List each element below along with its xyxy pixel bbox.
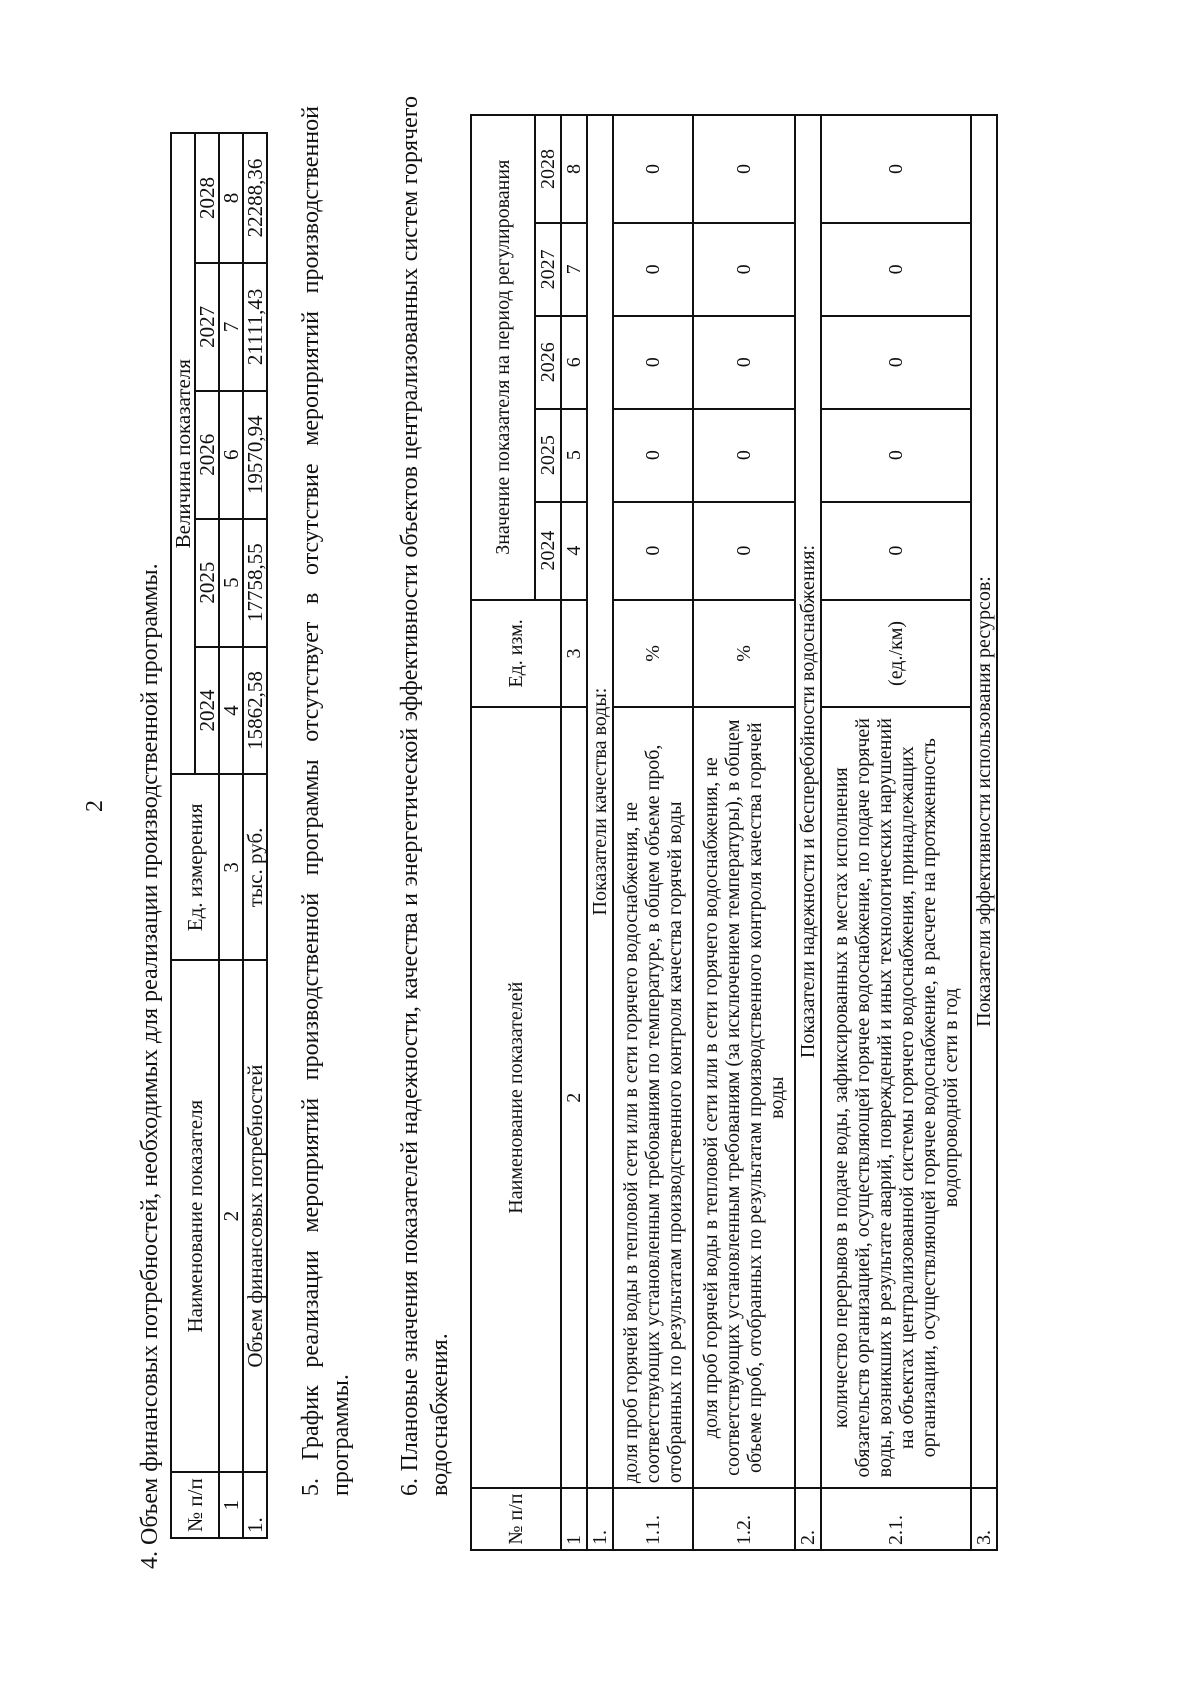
row-name: доля проб горячей воды в тепловой сети или в сети горячего водоснабжения, не соответствующих установленным требованиям (за исключением температуры), в общем объеме проб, отобранных по результатам производственного контроля качества горячей воды — [693, 707, 795, 1488]
index-cell: 8 — [561, 115, 587, 223]
row-name: Объем финансовых потребностей — [243, 960, 267, 1472]
row-value: 0 — [821, 115, 971, 223]
row-value: 15862,58 — [243, 647, 267, 775]
row-value: 0 — [693, 115, 795, 223]
row-value: 0 — [693, 316, 795, 409]
header-name: Наименование показателя — [171, 960, 219, 1472]
index-cell: 6 — [219, 391, 243, 519]
row-name: доля проб горячей воды в тепловой сети или в сети горячего водоснабжения, не соответствующих установленным требованиям по температуре, в общем объеме проб, отобранных по результатам производственного контроля качества горячей воды — [613, 707, 693, 1488]
index-cell: 4 — [219, 647, 243, 775]
header-year: 2024 — [535, 502, 561, 600]
row-value: 0 — [613, 115, 693, 223]
table-row — [821, 115, 971, 1550]
row-num: 1. — [243, 1472, 267, 1538]
section-title: Показатели качества воды: — [587, 115, 613, 1488]
row-value: 0 — [693, 409, 795, 502]
index-cell: 5 — [219, 519, 243, 647]
header-name: Наименование показателей — [471, 707, 561, 1488]
section-row — [795, 115, 821, 1550]
section6-title: 6. Плановые значения показателей надежности, качества и энергетической эффективности объектов централизованных систем горячего водоснабжения. — [397, 96, 453, 1496]
header-year: 2027 — [195, 263, 219, 391]
row-value: 0 — [693, 502, 795, 600]
row-value: 0 — [693, 223, 795, 316]
header-unit: Ед. изм. — [471, 600, 561, 708]
table-row — [243, 133, 267, 1538]
index-cell: 3 — [219, 774, 243, 960]
row-value: 0 — [821, 409, 971, 502]
section5-text: 5. График реализации мероприятий производственной программы отсутствует в отсутствие мероприятий производственной программы. — [298, 106, 354, 1496]
index-cell: 2 — [561, 707, 587, 1488]
row-unit: % — [613, 600, 693, 708]
section-row — [971, 115, 997, 1550]
row-unit: (ед./км) — [821, 600, 971, 708]
financial-needs-table — [170, 132, 268, 1539]
section-title: Показатели надежности и бесперебойности водоснабжения: — [795, 115, 821, 1488]
section-num: 3. — [971, 1488, 997, 1550]
header-num: № п/п — [471, 1488, 561, 1550]
table-index-row — [219, 133, 243, 1538]
row-value: 0 — [613, 223, 693, 316]
page-number: 2 — [82, 800, 108, 812]
header-year: 2025 — [535, 409, 561, 502]
row-value: 0 — [821, 316, 971, 409]
index-cell: 4 — [561, 502, 587, 600]
index-cell: 3 — [561, 600, 587, 708]
section4-title: 4. Объем финансовых потребностей, необходимых для реализации производственной программы. — [137, 563, 163, 1569]
indicators-table — [470, 114, 998, 1551]
header-year: 2028 — [535, 115, 561, 223]
section-title: Показатели эффективности использования ресурсов: — [971, 115, 997, 1488]
row-unit: тыс. руб. — [243, 774, 267, 960]
section-num: 1. — [587, 1488, 613, 1550]
index-cell: 1 — [219, 1472, 243, 1538]
row-num: 2.1. — [821, 1488, 971, 1550]
index-cell: 7 — [561, 223, 587, 316]
row-value: 0 — [613, 316, 693, 409]
section-row — [587, 115, 613, 1550]
table-index-row — [561, 115, 587, 1550]
header-year: 2026 — [195, 391, 219, 519]
row-value: 0 — [613, 409, 693, 502]
header-year: 2024 — [195, 647, 219, 775]
index-cell: 8 — [219, 133, 243, 263]
header-value-group: Значение показателя на период регулирования — [471, 115, 535, 600]
row-value: 21111,43 — [243, 263, 267, 391]
row-value: 0 — [821, 223, 971, 316]
row-num: 1.1. — [613, 1488, 693, 1550]
table-row — [693, 115, 795, 1550]
header-year: 2026 — [535, 316, 561, 409]
row-unit: % — [693, 600, 795, 708]
header-num: № п/п — [171, 1472, 219, 1538]
row-value: 19570,94 — [243, 391, 267, 519]
table-header-row — [471, 115, 535, 1550]
row-value: 17758,55 — [243, 519, 267, 647]
row-value: 0 — [821, 502, 971, 600]
index-cell: 5 — [561, 409, 587, 502]
row-value: 0 — [613, 502, 693, 600]
section-num: 2. — [795, 1488, 821, 1550]
header-value-group: Величина показателя — [171, 133, 195, 774]
index-cell: 2 — [219, 960, 243, 1472]
index-cell: 6 — [561, 316, 587, 409]
index-cell: 1 — [561, 1488, 587, 1550]
index-cell: 7 — [219, 263, 243, 391]
header-unit: Ед. измерения — [171, 774, 219, 960]
header-year: 2027 — [535, 223, 561, 316]
row-name: количество перерывов в подаче воды, зафиксированных в местах исполнения обязательств организацией, осуществляющей горячее водоснабжение, по подаче горячей воды, возникших в результате аварий, повреждений и иных технологических нарушений на объектах централизованной системы горячего водоснабжения, принадлежащих организации, осуществляющей горячее водоснабжение, в расчете на протяженность водопроводной сети в год — [821, 707, 971, 1488]
header-year: 2025 — [195, 519, 219, 647]
header-year: 2028 — [195, 133, 219, 263]
row-num: 1.2. — [693, 1488, 795, 1550]
table-header-row — [171, 133, 195, 1538]
row-value: 22288,36 — [243, 133, 267, 263]
table-row — [613, 115, 693, 1550]
